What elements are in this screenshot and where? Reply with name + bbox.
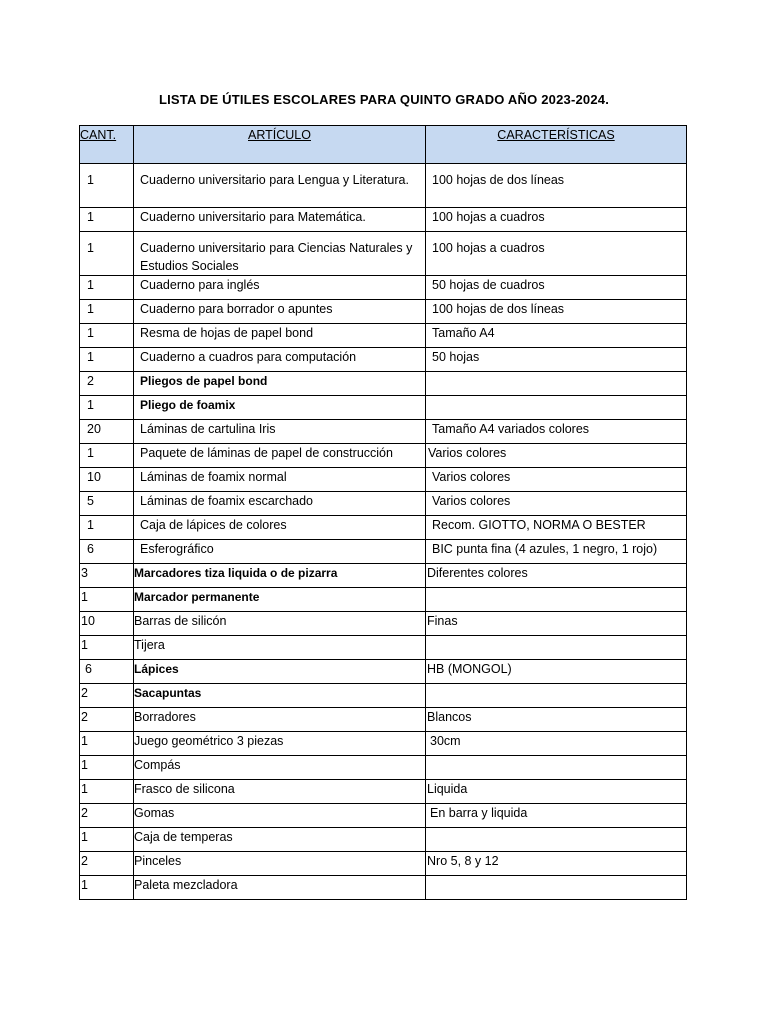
cell-article: Barras de silicón [134,612,426,636]
cell-quantity: 6 [80,540,134,564]
cell-characteristics: Varios colores [426,492,687,516]
cell-characteristics: Blancos [426,708,687,732]
cell-quantity: 1 [80,300,134,324]
table-row [80,232,687,276]
header-characteristics: CARACTERÍSTICAS [426,126,687,164]
cell-characteristics: BIC punta fina (4 azules, 1 negro, 1 rojo) [426,540,687,564]
cell-characteristics: Recom. GIOTTO, NORMA O BESTER [426,516,687,540]
table-row [80,660,687,684]
table-row [80,516,687,540]
table-row [80,324,687,348]
cell-article: Juego geométrico 3 piezas [134,732,426,756]
table-row [80,708,687,732]
cell-quantity: 1 [80,780,134,804]
table-row [80,420,687,444]
header-quantity: CANT. [80,126,134,164]
cell-characteristics: 30cm [426,732,687,756]
table-header-row [80,126,687,164]
cell-characteristics: Tamaño A4 [426,324,687,348]
cell-article: Láminas de foamix escarchado [134,492,426,516]
cell-characteristics [426,756,687,780]
cell-characteristics: 100 hojas de dos líneas [426,164,687,208]
cell-characteristics: Diferentes colores [426,564,687,588]
cell-quantity: 1 [80,732,134,756]
cell-quantity: 20 [80,420,134,444]
cell-quantity: 2 [80,852,134,876]
table-row [80,876,687,900]
cell-article: Cuaderno para inglés [134,276,426,300]
cell-quantity: 1 [80,636,134,660]
cell-article: Tijera [134,636,426,660]
cell-quantity: 2 [80,684,134,708]
table-row [80,756,687,780]
cell-article: Gomas [134,804,426,828]
cell-quantity: 1 [80,348,134,372]
cell-quantity: 10 [80,468,134,492]
cell-quantity: 10 [80,612,134,636]
table-row [80,348,687,372]
cell-article: Láminas de cartulina Iris [134,420,426,444]
cell-article: Paleta mezcladora [134,876,426,900]
cell-characteristics: 100 hojas a cuadros [426,232,687,276]
cell-characteristics [426,396,687,420]
cell-characteristics: Varios colores [426,468,687,492]
table-row [80,828,687,852]
supply-list-table [79,125,687,900]
table-row [80,564,687,588]
cell-characteristics: En barra y liquida [426,804,687,828]
cell-characteristics [426,828,687,852]
table-row [80,540,687,564]
cell-quantity: 1 [80,232,134,276]
cell-characteristics: HB (MONGOL) [426,660,687,684]
cell-quantity: 1 [80,588,134,612]
cell-quantity: 1 [80,276,134,300]
cell-quantity: 1 [80,396,134,420]
cell-quantity: 1 [80,756,134,780]
cell-characteristics: Finas [426,612,687,636]
table-row [80,276,687,300]
table-row [80,468,687,492]
table-row [80,300,687,324]
table-row [80,444,687,468]
table-row [80,372,687,396]
table-row [80,852,687,876]
table-row [80,804,687,828]
cell-article: Borradores [134,708,426,732]
cell-quantity: 2 [80,372,134,396]
cell-article: Cuaderno a cuadros para computación [134,348,426,372]
cell-quantity: 1 [80,164,134,208]
cell-characteristics: 100 hojas de dos líneas [426,300,687,324]
cell-article: Frasco de silicona [134,780,426,804]
cell-article: Caja de temperas [134,828,426,852]
cell-characteristics [426,372,687,396]
table-row [80,396,687,420]
cell-quantity: 1 [80,516,134,540]
cell-article: Sacapuntas [134,684,426,708]
cell-article: Cuaderno universitario para Ciencias Naturales y Estudios Sociales [134,232,426,276]
cell-quantity: 1 [80,828,134,852]
cell-quantity: 2 [80,708,134,732]
cell-article: Paquete de láminas de papel de construcción [134,444,426,468]
cell-article: Esferográfico [134,540,426,564]
cell-characteristics: Tamaño A4 variados colores [426,420,687,444]
cell-article: Láminas de foamix normal [134,468,426,492]
cell-characteristics [426,684,687,708]
cell-quantity: 3 [80,564,134,588]
cell-quantity: 5 [80,492,134,516]
cell-quantity: 2 [80,804,134,828]
table-row [80,684,687,708]
cell-article: Lápices [134,660,426,684]
cell-article: Caja de lápices de colores [134,516,426,540]
cell-quantity: 1 [80,876,134,900]
cell-article: Cuaderno para borrador o apuntes [134,300,426,324]
cell-article: Marcador permanente [134,588,426,612]
cell-quantity: 1 [80,444,134,468]
cell-article: Cuaderno universitario para Lengua y Literatura. [134,164,426,208]
table-row [80,492,687,516]
cell-quantity: 1 [80,324,134,348]
cell-characteristics: Liquida [426,780,687,804]
cell-article: Resma de hojas de papel bond [134,324,426,348]
cell-article: Pliegos de papel bond [134,372,426,396]
cell-characteristics: 50 hojas de cuadros [426,276,687,300]
cell-article: Pliego de foamix [134,396,426,420]
page-title: LISTA DE ÚTILES ESCOLARES PARA QUINTO GRADO AÑO 2023-2024. [158,92,610,107]
cell-characteristics: 100 hojas a cuadros [426,208,687,232]
cell-quantity: 1 [80,208,134,232]
cell-article: Pinceles [134,852,426,876]
table-row [80,612,687,636]
cell-characteristics: Nro 5, 8 y 12 [426,852,687,876]
cell-characteristics [426,588,687,612]
table-row [80,164,687,208]
table-row [80,780,687,804]
table-row [80,208,687,232]
cell-characteristics: 50 hojas [426,348,687,372]
cell-characteristics [426,636,687,660]
cell-characteristics [426,876,687,900]
header-article: ARTÍCULO [134,126,426,164]
cell-article: Cuaderno universitario para Matemática. [134,208,426,232]
cell-article: Compás [134,756,426,780]
table-row [80,732,687,756]
table-row [80,588,687,612]
cell-article: Marcadores tiza liquida o de pizarra [134,564,426,588]
table-row [80,636,687,660]
cell-quantity: 6 [80,660,134,684]
cell-characteristics: Varios colores [426,444,687,468]
